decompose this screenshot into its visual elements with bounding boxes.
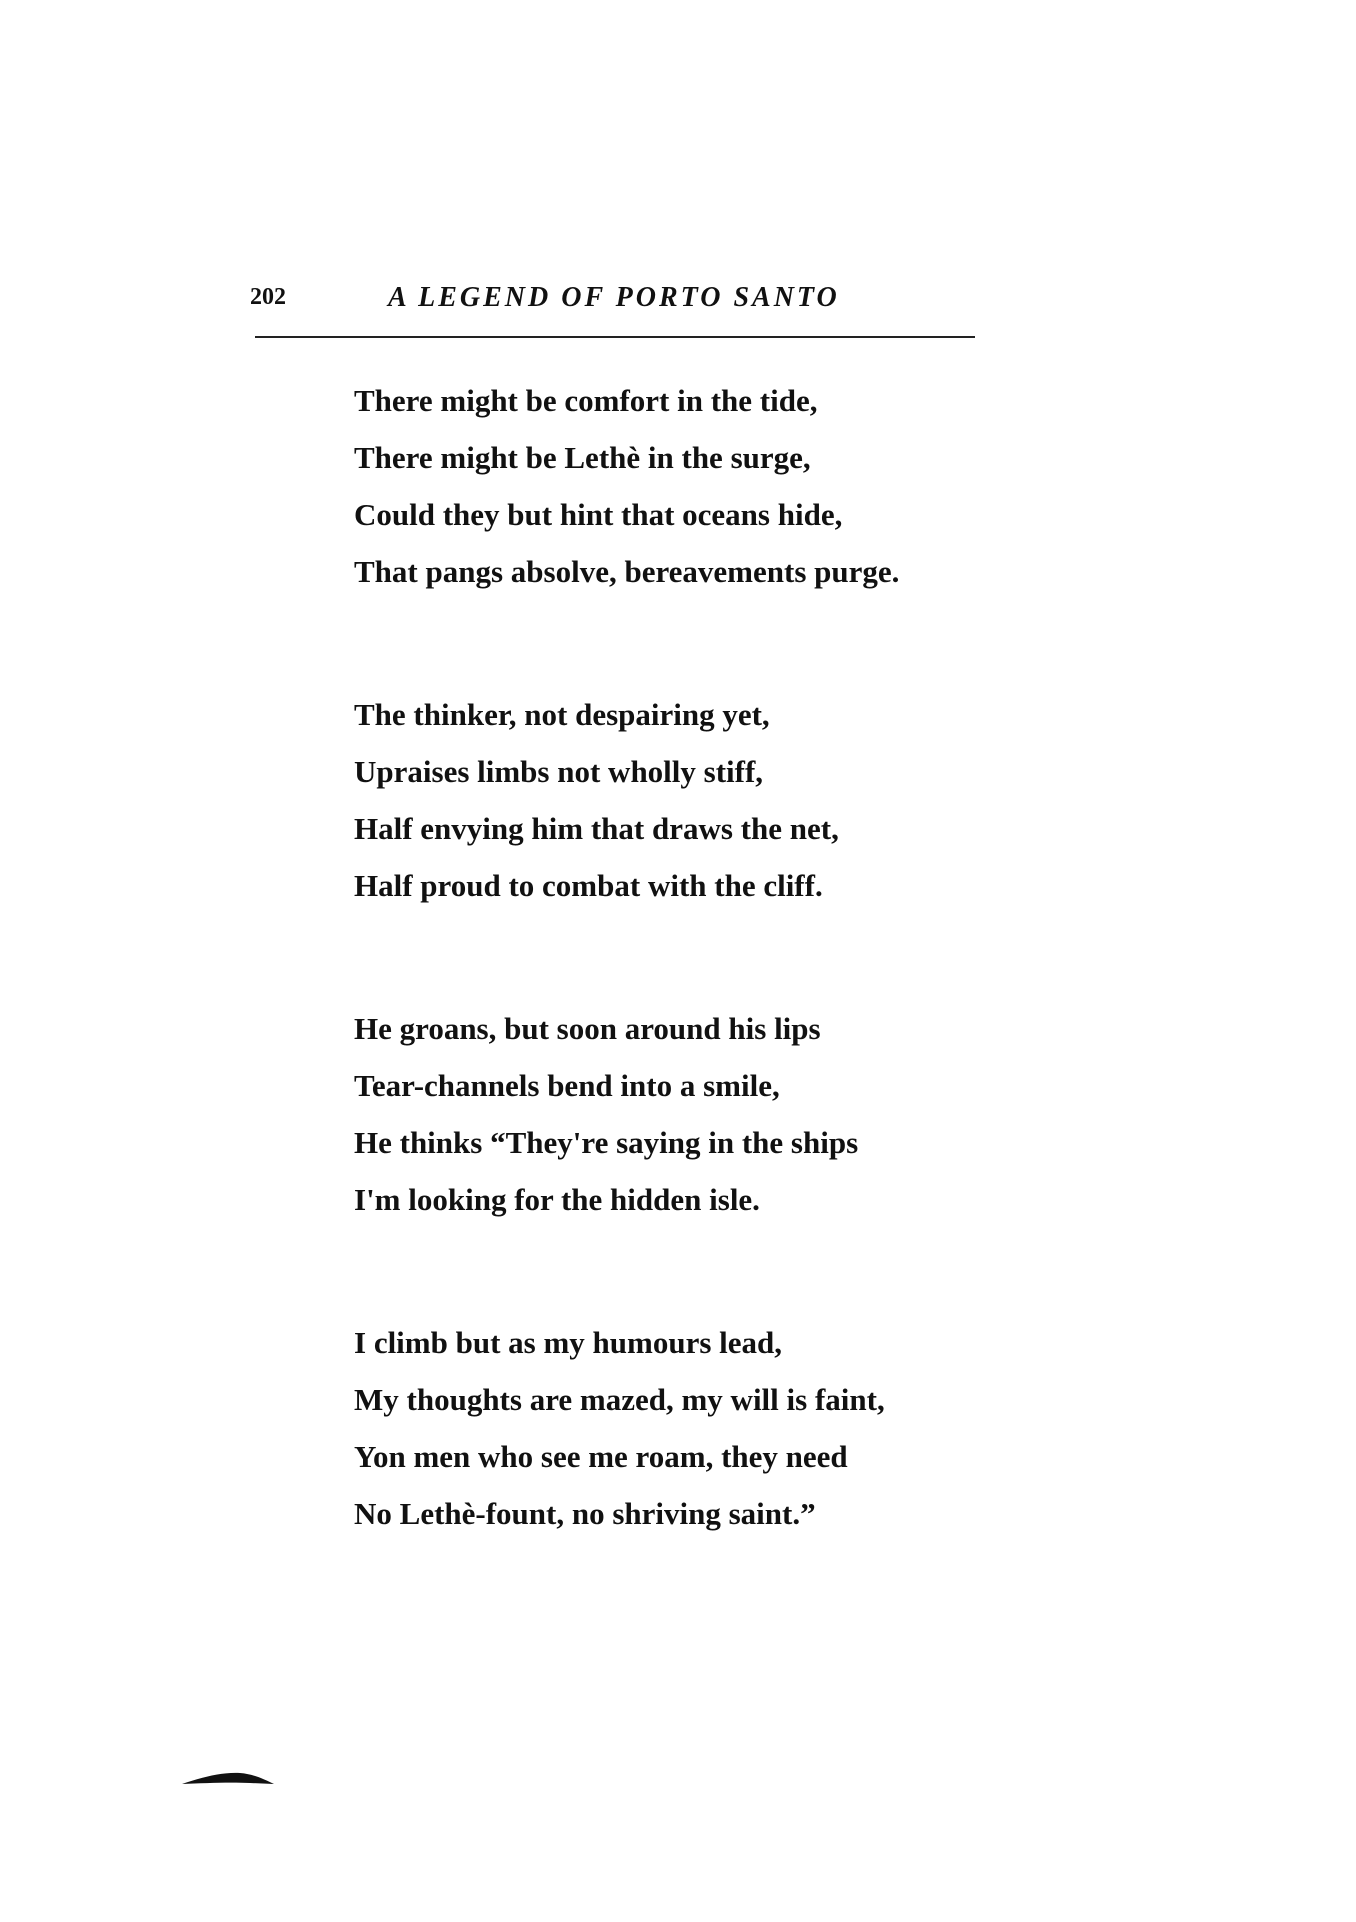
poem-line: My thoughts are mazed, my will is faint, [354,1382,885,1417]
poem-line: There might be comfort in the tide, [354,383,818,418]
poem-line: I climb but as my humours lead, [354,1325,783,1360]
poem-line: There might be Lethè in the surge, [354,440,811,475]
poem-line: He thinks “They're saying in the ships [354,1125,859,1160]
page-number: 202 [250,284,286,310]
stanza-4 [354,1314,974,1542]
stanza-3 [354,1000,974,1228]
poem-line: He groans, but soon around his lips [354,1011,821,1046]
poem-line: Yon men who see me roam, they need [354,1439,848,1474]
poem-line: I'm looking for the hidden isle. [354,1182,760,1217]
poem-line: Could they but hint that oceans hide, [354,497,843,532]
poem-line: That pangs absolve, bereavements purge. [354,554,900,589]
poem-line: Half proud to combat with the cliff. [354,868,823,903]
stanza-1 [354,372,974,600]
poem-line: Tear-channels bend into a smile, [354,1068,780,1103]
poem [354,372,974,1628]
poem-line: Upraises limbs not wholly stiff, [354,754,764,789]
poem-line: Half envying him that draws the net, [354,811,839,846]
poem-line: No Lethè-fount, no shriving saint.” [354,1496,816,1531]
running-head [250,282,980,322]
page-heading: A LEGEND OF PORTO SANTO [388,282,840,313]
ink-smudge-mark [180,1768,276,1786]
header-rule [255,336,975,338]
poem-line: The thinker, not despairing yet, [354,697,770,732]
stanza-2 [354,686,974,914]
